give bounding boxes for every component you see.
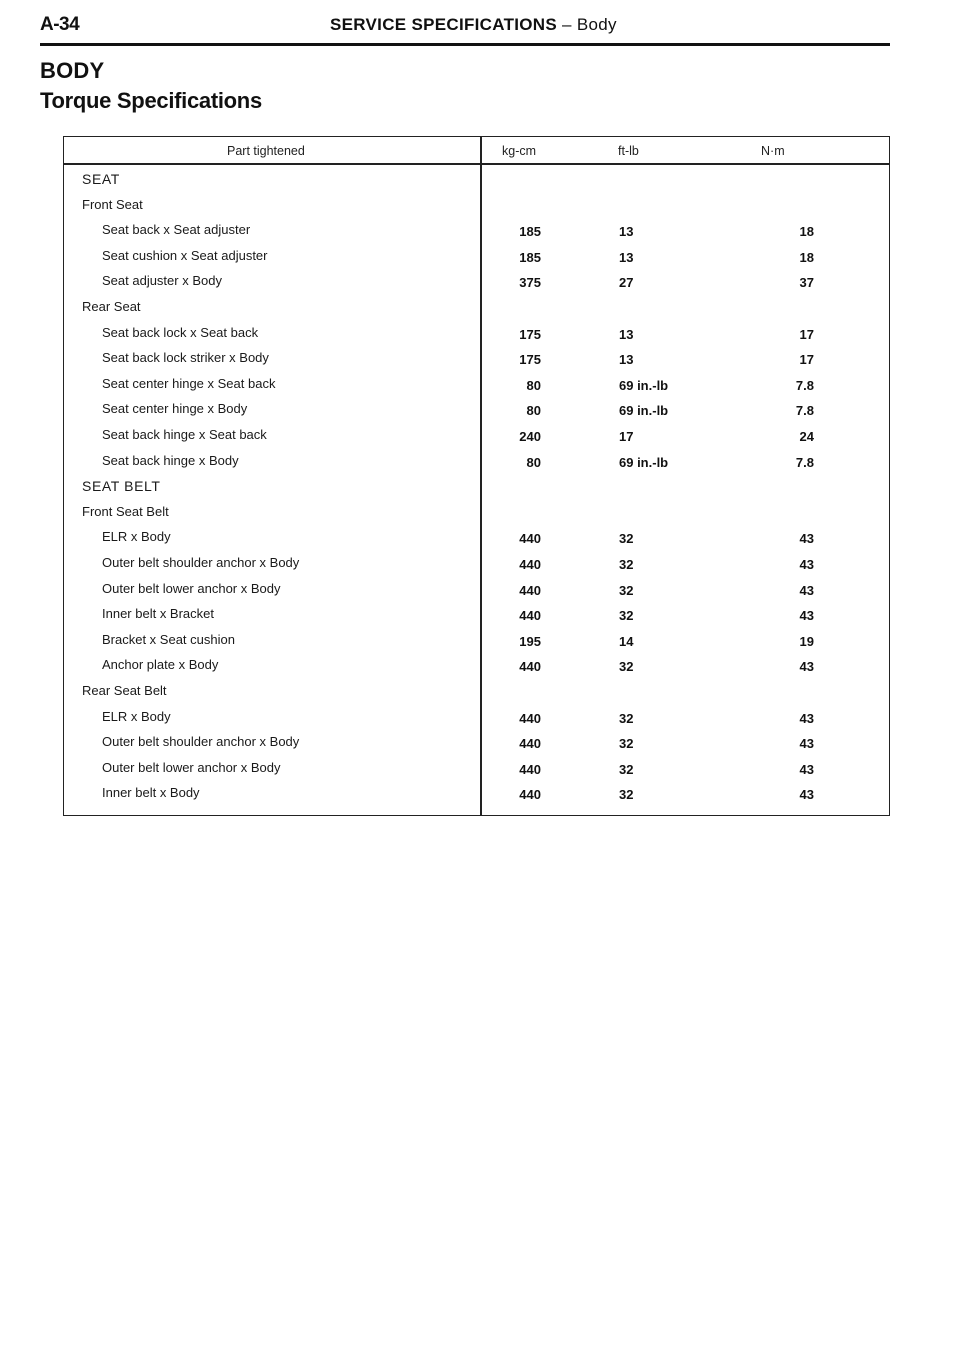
- value-kg-cm: 375: [519, 275, 541, 291]
- part-label: Inner belt x Body: [102, 785, 200, 801]
- header-row-rule: [64, 163, 889, 165]
- table-row: [64, 734, 889, 759]
- subgroup-label: Rear Seat: [82, 299, 141, 314]
- value-ft-lb: 32: [619, 582, 634, 598]
- value-n-m: 19: [799, 633, 814, 649]
- value-ft-lb: 69 in.-lb: [619, 377, 669, 393]
- value-n-m: 43: [799, 557, 814, 572]
- part-label: Seat center hinge x Body: [102, 401, 248, 417]
- value-n-m: 43: [799, 736, 814, 752]
- table-row: [64, 376, 889, 401]
- value-kg-cm: 240: [519, 429, 541, 444]
- value-kg-cm: 440: [519, 710, 541, 726]
- value-kg-cm: 440: [519, 531, 541, 547]
- table-row: [64, 606, 889, 631]
- value-ft-lb: 32: [619, 608, 634, 624]
- table-row: [64, 427, 889, 452]
- page-header: [40, 14, 890, 42]
- table-row: [64, 453, 889, 478]
- value-n-m: 43: [799, 531, 814, 547]
- torque-spec-table: [63, 136, 890, 816]
- value-n-m: 43: [799, 608, 814, 624]
- table-row: [64, 401, 889, 426]
- table-row: [64, 171, 889, 196]
- column-header-kg-cm: kg-cm: [502, 144, 537, 158]
- table-row: [64, 248, 889, 273]
- table-row: [64, 657, 889, 682]
- value-ft-lb: 13: [619, 249, 634, 265]
- part-label: Outer belt shoulder anchor x Body: [102, 734, 300, 750]
- running-title: [330, 15, 617, 35]
- part-label: Seat center hinge x Seat back: [102, 375, 276, 391]
- value-kg-cm: 80: [526, 454, 541, 470]
- value-kg-cm: 195: [519, 633, 541, 649]
- column-header-n-m: N·m: [761, 144, 785, 158]
- part-label: Seat back lock x Seat back: [102, 324, 259, 340]
- value-ft-lb: 14: [619, 633, 634, 649]
- table-row: [64, 785, 889, 810]
- value-kg-cm: 440: [519, 761, 541, 777]
- value-n-m: 7.8: [795, 403, 814, 419]
- value-n-m: 43: [799, 710, 814, 726]
- value-kg-cm: 175: [519, 352, 541, 368]
- value-ft-lb: 17: [619, 429, 634, 444]
- part-label: Seat back hinge x Body: [102, 452, 239, 468]
- value-kg-cm: 80: [526, 403, 541, 419]
- value-n-m: 17: [799, 326, 814, 342]
- value-n-m: 18: [799, 224, 814, 240]
- value-ft-lb: 32: [619, 531, 634, 547]
- table-row: [64, 273, 889, 298]
- subgroup-label: Front Seat Belt: [82, 503, 169, 519]
- table-row: [64, 555, 889, 580]
- part-label: Seat adjuster x Body: [102, 273, 222, 289]
- table-row: [64, 504, 889, 529]
- column-header-ft-lb: ft-lb: [618, 144, 639, 158]
- part-label: Bracket x Seat cushion: [102, 631, 235, 647]
- value-kg-cm: 175: [519, 326, 541, 342]
- part-label: Outer belt lower anchor x Body: [102, 580, 281, 596]
- part-label: Seat back hinge x Seat back: [102, 427, 267, 442]
- value-n-m: 18: [799, 249, 814, 265]
- value-kg-cm: 80: [526, 377, 541, 393]
- column-header-part: Part tightened: [227, 144, 305, 158]
- value-ft-lb: 13: [619, 352, 634, 368]
- value-kg-cm: 440: [519, 582, 541, 598]
- value-n-m: 7.8: [795, 454, 814, 470]
- header-rule: [40, 43, 890, 46]
- value-n-m: 7.8: [795, 377, 814, 393]
- table-row: [64, 581, 889, 606]
- part-label: Outer belt lower anchor x Body: [102, 759, 281, 775]
- value-kg-cm: 440: [519, 659, 541, 675]
- part-label: ELR x Body: [102, 708, 171, 724]
- part-label: Seat back x Seat adjuster: [102, 222, 251, 238]
- value-kg-cm: 440: [519, 736, 541, 752]
- value-ft-lb: 27: [619, 275, 634, 291]
- group-label: SEAT: [82, 171, 120, 187]
- table-row: [64, 222, 889, 247]
- section-title: BODY: [40, 58, 105, 83]
- value-n-m: 43: [799, 787, 814, 803]
- value-ft-lb: 13: [619, 224, 634, 240]
- part-label: Inner belt x Bracket: [102, 606, 214, 622]
- value-ft-lb: 69 in.-lb: [619, 454, 669, 470]
- group-label: SEAT BELT: [82, 478, 161, 495]
- value-n-m: 43: [799, 761, 814, 777]
- running-title-main: SERVICE SPECIFICATIONS: [330, 15, 558, 34]
- table-row: [64, 299, 889, 324]
- value-kg-cm: 440: [519, 787, 541, 803]
- value-ft-lb: 32: [619, 787, 634, 803]
- table-row: [64, 350, 889, 375]
- value-kg-cm: 440: [519, 557, 541, 572]
- table-row: [64, 529, 889, 554]
- table-row: [64, 478, 889, 503]
- value-ft-lb: 32: [619, 557, 634, 572]
- part-label: Anchor plate x Body: [102, 657, 219, 673]
- table-row: [64, 632, 889, 657]
- value-kg-cm: 185: [519, 224, 541, 240]
- value-ft-lb: 69 in.-lb: [619, 403, 669, 419]
- part-label: Seat cushion x Seat adjuster: [102, 247, 268, 263]
- part-label: Outer belt shoulder anchor x Body: [102, 555, 300, 570]
- table-row: [64, 325, 889, 350]
- table-row: [64, 709, 889, 734]
- value-kg-cm: 185: [519, 249, 541, 265]
- value-ft-lb: 32: [619, 736, 634, 752]
- value-kg-cm: 440: [519, 608, 541, 624]
- value-n-m: 24: [799, 429, 814, 444]
- subgroup-label: Front Seat: [82, 196, 143, 212]
- value-n-m: 17: [799, 352, 814, 368]
- value-n-m: 43: [799, 659, 814, 675]
- value-ft-lb: 32: [619, 659, 634, 675]
- value-n-m: 43: [799, 582, 814, 598]
- table-row: [64, 683, 889, 708]
- value-ft-lb: 13: [619, 326, 634, 342]
- subsection-title: Torque Specifications: [40, 88, 262, 113]
- page-number: A-34: [40, 14, 80, 35]
- part-label: ELR x Body: [102, 529, 171, 545]
- value-n-m: 37: [799, 275, 814, 291]
- part-label: Seat back lock striker x Body: [102, 350, 269, 366]
- running-title-sub: – Body: [562, 15, 617, 34]
- table-row: [64, 760, 889, 785]
- subgroup-label: Rear Seat Belt: [82, 683, 167, 698]
- value-ft-lb: 32: [619, 710, 634, 726]
- value-ft-lb: 32: [619, 761, 634, 777]
- table-row: [64, 197, 889, 222]
